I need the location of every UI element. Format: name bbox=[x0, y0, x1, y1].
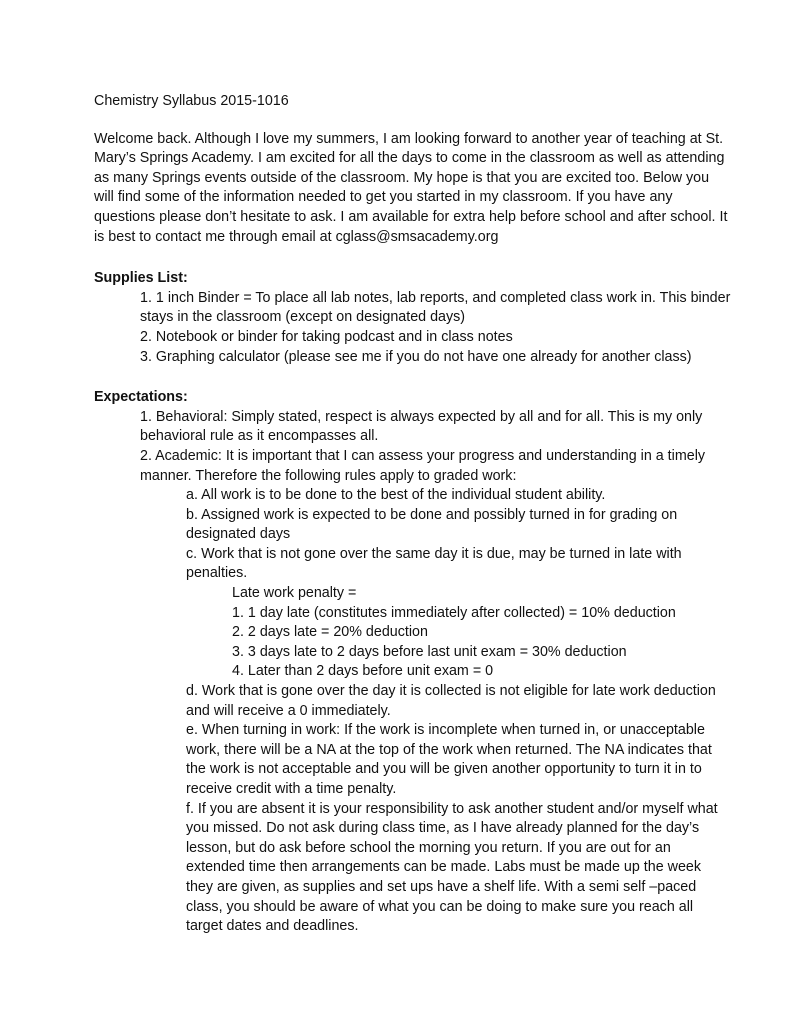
supplies-item: 2. Notebook or binder for taking podcast and in class notes bbox=[140, 328, 513, 345]
late-penalty-item: 2. 2 days late = 20% deduction bbox=[232, 624, 428, 641]
rule-b: b. Assigned work is expected to be done and possibly turned in for grading on designated days bbox=[186, 506, 678, 543]
intro-paragraph: Welcome back. Although I love my summers, I am looking forward to another year of teaching at St. Mary’s Springs Academy. I am excited for all the days to come in the classroom as well as attending as many Springs events outside of the classroom. My hope is that you are excited too. Below you will find some of the information needed to get you started in my classroom. If you have any questions please don’t hesitate to ask. I am available for extra help before school and after school. It is best to contact me through email at cglass@smsacademy.org bbox=[94, 130, 728, 245]
rule-e: e. When turning in work: If the work is incomplete when turned in, or unacceptable work, there will be a NA at the top of the work when returned. The NA indicates that the work is not acceptable and you will be given another opportunity to turn it in to receive credit with a time penalty. bbox=[186, 722, 712, 797]
rule-a: a. All work is to be done to the best of the individual student ability. bbox=[186, 487, 606, 504]
late-penalty-heading: Late work penalty = bbox=[232, 585, 357, 602]
rule-f: f. If you are absent it is your responsibility to ask another student and/or myself what you missed. Do not ask during class time, as I have already planned for the day’s lesson, but do ask before school the morning you return. If you are out for an extended time then arrangements can be made. Labs must be made up the week they are given, as supplies and set ups have a shelf life. With a semi self –paced class, you should be aware of what you can be doing to make sure you reach all target dates and deadlines. bbox=[186, 800, 718, 935]
academic-rule: 2. Academic: It is important that I can assess your progress and understanding in a timely manner. Therefore the following rules apply to graded work: bbox=[140, 447, 706, 484]
supplies-item: 3. Graphing calculator (please see me if you do not have one already for another class) bbox=[140, 348, 692, 365]
supplies-heading: Supplies List: bbox=[94, 270, 188, 287]
rule-d: d. Work that is gone over the day it is collected is not eligible for late work deduction and will receive a 0 immediately. bbox=[186, 683, 716, 719]
behavioral-rule: 1. Behavioral: Simply stated, respect is always expected by all and for all. This is my only behavioral rule as it encompasses all. bbox=[140, 408, 703, 445]
late-penalty-item: 3. 3 days late to 2 days before last unit exam = 30% deduction bbox=[232, 643, 627, 660]
document-title: Chemistry Syllabus 2015-1016 bbox=[94, 93, 289, 109]
expectations-section bbox=[94, 388, 731, 937]
supplies-item: 1. 1 inch Binder = To place all lab notes, lab reports, and completed class work in. This binder stays in the classroom (except on designated days) bbox=[140, 289, 731, 326]
late-penalty-item: 4. Later than 2 days before unit exam = 0 bbox=[232, 663, 494, 680]
expectations-heading: Expectations: bbox=[94, 389, 188, 406]
late-penalty-item: 1. 1 day late (constitutes immediately after collected) = 10% deduction bbox=[232, 604, 676, 621]
rule-c: c. Work that is not gone over the same day it is due, may be turned in late with penalties. bbox=[186, 545, 682, 582]
supplies-section bbox=[94, 269, 731, 367]
